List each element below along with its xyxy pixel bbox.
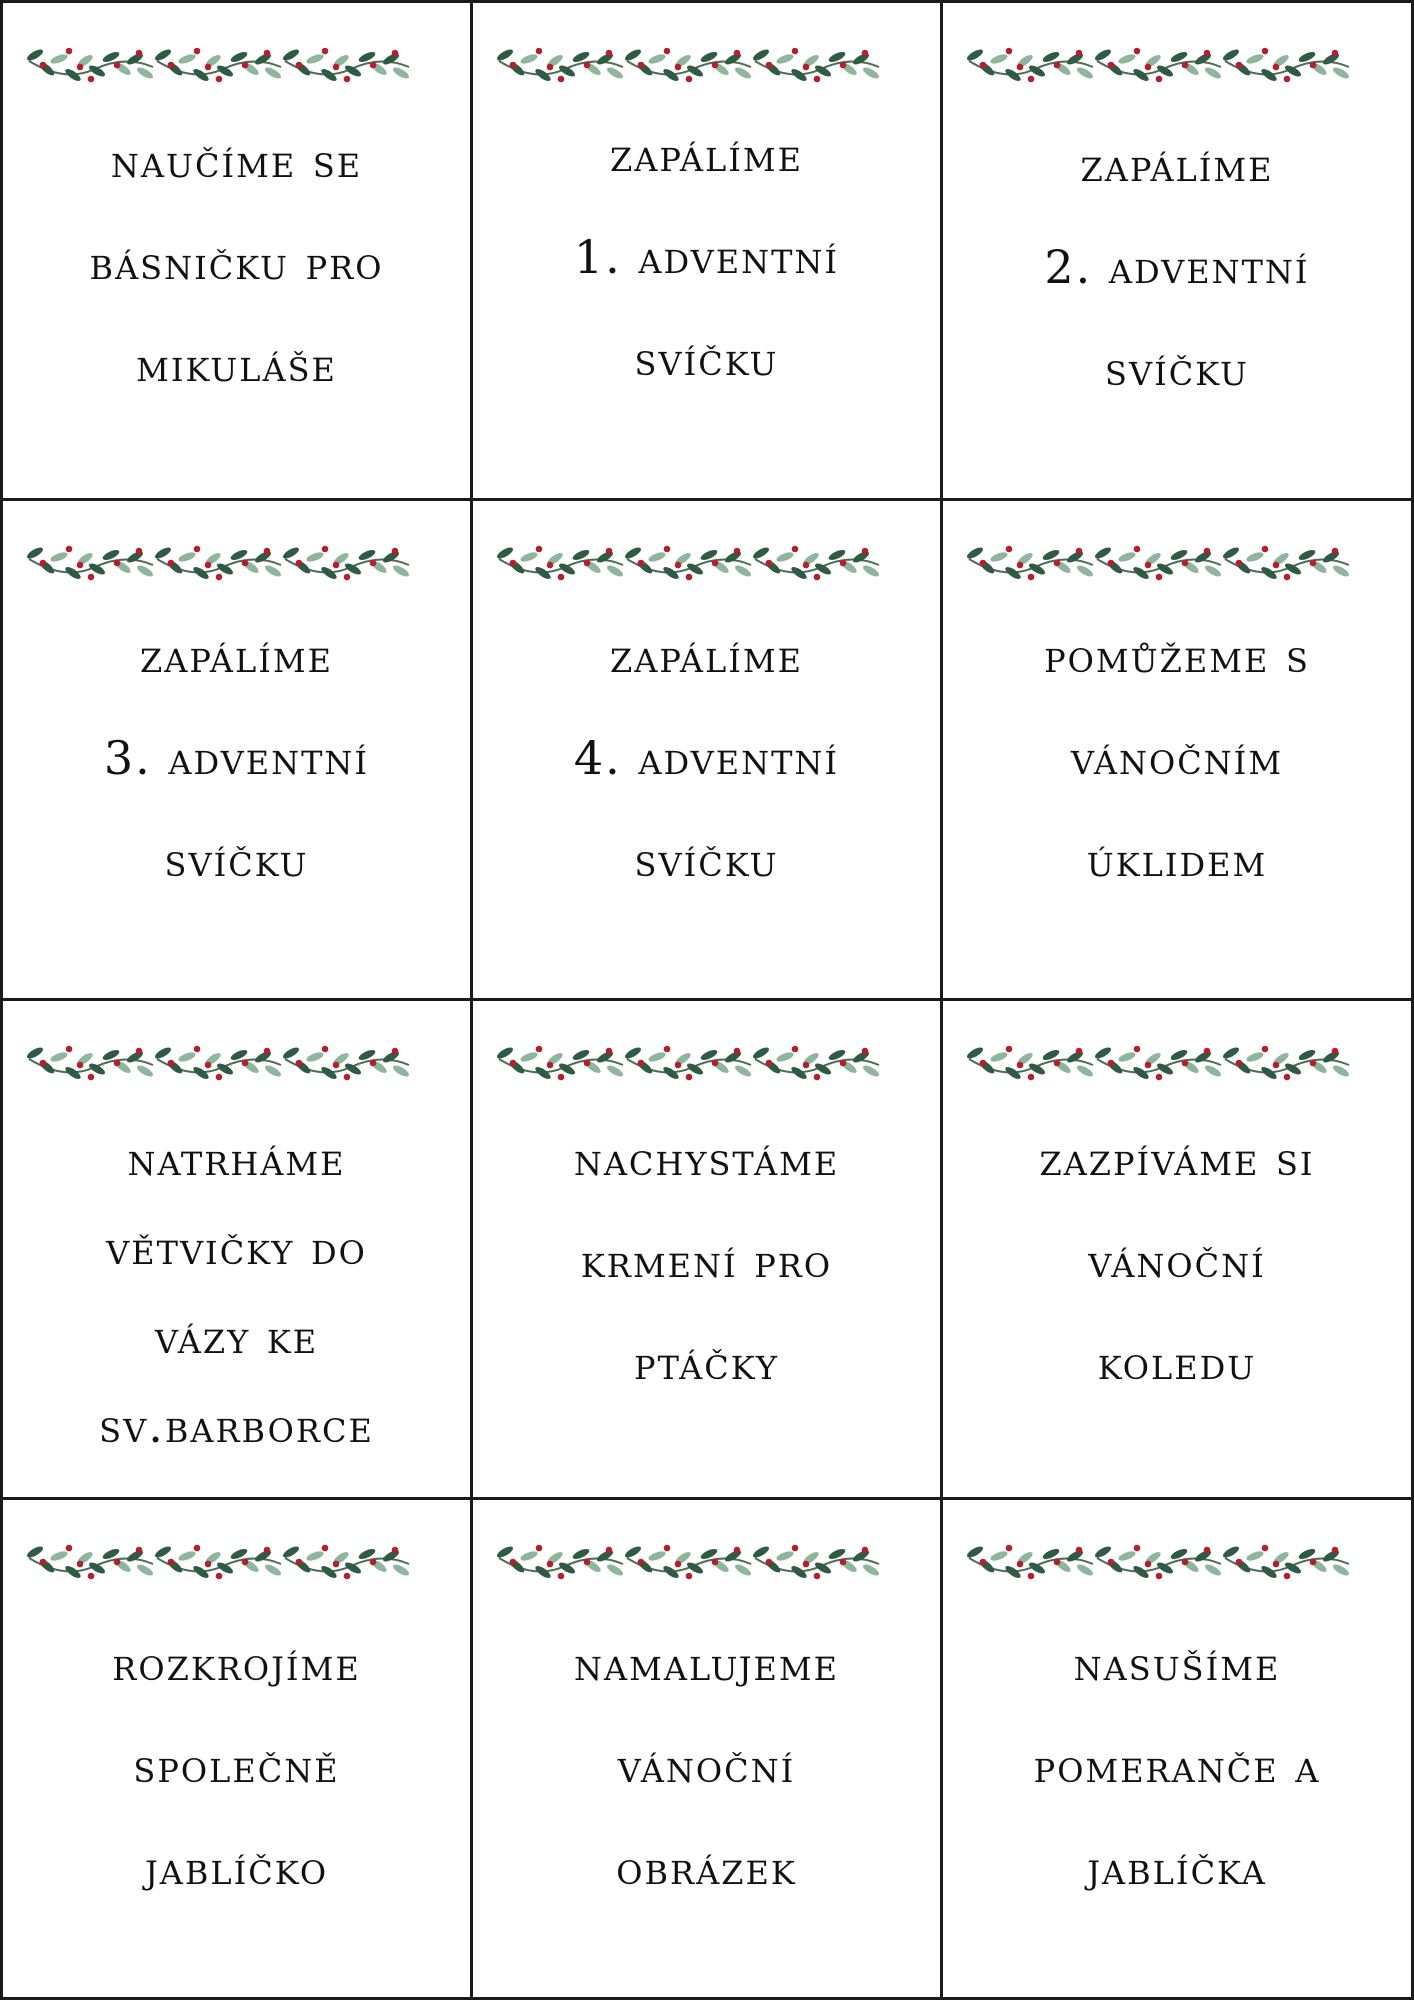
card-text-line: pomeranče a: [1033, 1739, 1321, 1793]
card-text-line: naučíme se: [110, 134, 363, 188]
card-text: [3, 629, 470, 939]
card-text: [943, 1637, 1411, 1947]
card-text-line: nasušíme: [1073, 1637, 1281, 1691]
card-text-line: jablíčka: [1087, 1841, 1267, 1895]
card-text: [473, 1637, 940, 1947]
card-text: [473, 629, 940, 939]
card-text-line: koledu: [1097, 1336, 1257, 1390]
card-text-line: zapálíme: [1080, 138, 1274, 192]
card-text: [943, 629, 1411, 939]
card-text-line: krmení pro: [580, 1234, 833, 1288]
card-text-line: rozkrojíme: [112, 1637, 361, 1691]
holly-garland-icon: [495, 39, 883, 95]
card-text-line: vánoční: [1088, 1234, 1266, 1288]
card-text-line: zapálíme: [609, 629, 804, 683]
holly-garland-icon: [25, 1536, 413, 1592]
card-text-line: nachystáme: [573, 1132, 840, 1186]
activity-card: [943, 1001, 1411, 1497]
activity-card: [3, 501, 470, 998]
card-text-line: svíčku: [634, 332, 779, 386]
card-text-line: jablíčko: [144, 1841, 329, 1895]
holly-garland-icon: [25, 39, 413, 95]
holly-garland-icon: [495, 537, 883, 593]
card-text-line: svíčku: [1105, 342, 1249, 396]
card-text-line: společně: [133, 1739, 340, 1793]
card-text-line: svíčku: [634, 833, 779, 887]
activity-card: [473, 501, 940, 998]
card-text-line: pomůžeme s: [1044, 629, 1310, 683]
card-text-line: natrháme: [127, 1132, 346, 1186]
activity-card: [3, 3, 470, 498]
card-text-line: ptáčky: [634, 1336, 779, 1390]
holly-garland-icon: [25, 537, 413, 593]
card-text-line: mikuláše: [136, 338, 337, 392]
card-text-line: vázy ke: [154, 1310, 319, 1364]
card-text-line: 1. adventní: [573, 230, 840, 284]
card-text-line: svíčku: [164, 833, 309, 887]
holly-garland-icon: [965, 1037, 1353, 1093]
card-text-line: básničku pro: [89, 236, 384, 290]
card-text-line: úklidem: [1086, 833, 1268, 887]
activity-card: [3, 1001, 470, 1497]
card-text: [943, 138, 1411, 448]
card-text-line: 2. adventní: [1044, 240, 1310, 294]
card-text-line: sv.barborce: [99, 1399, 374, 1453]
card-text-line: zapálíme: [139, 629, 334, 683]
card-text: [3, 134, 470, 444]
activity-card: [473, 3, 940, 498]
activity-card: [943, 3, 1411, 498]
holly-garland-icon: [495, 1536, 883, 1592]
card-text-line: zazpíváme si: [1039, 1132, 1315, 1186]
card-text: [943, 1132, 1411, 1442]
card-text-line: 3. adventní: [103, 731, 370, 785]
card-text-line: vánoční: [617, 1739, 796, 1793]
activity-card: [943, 501, 1411, 998]
activity-card: [943, 1500, 1411, 1997]
activity-card: [473, 1001, 940, 1497]
card-text-line: zapálíme: [609, 128, 804, 182]
holly-garland-icon: [965, 39, 1353, 95]
holly-garland-icon: [495, 1037, 883, 1093]
activity-card: [473, 1500, 940, 1997]
card-text: [3, 1637, 470, 1947]
card-text-line: větvičky do: [106, 1221, 367, 1275]
card-text-line: 4. adventní: [573, 731, 840, 785]
card-text-line: vánočním: [1070, 731, 1284, 785]
activity-card: [3, 1500, 470, 1997]
card-text: [473, 1132, 940, 1442]
holly-garland-icon: [965, 1536, 1353, 1592]
card-text-line: obrázek: [616, 1841, 797, 1895]
card-text: [473, 128, 940, 438]
holly-garland-icon: [25, 1037, 413, 1093]
card-text: [3, 1132, 470, 1492]
card-text-line: namalujeme: [574, 1637, 839, 1691]
holly-garland-icon: [965, 537, 1353, 593]
